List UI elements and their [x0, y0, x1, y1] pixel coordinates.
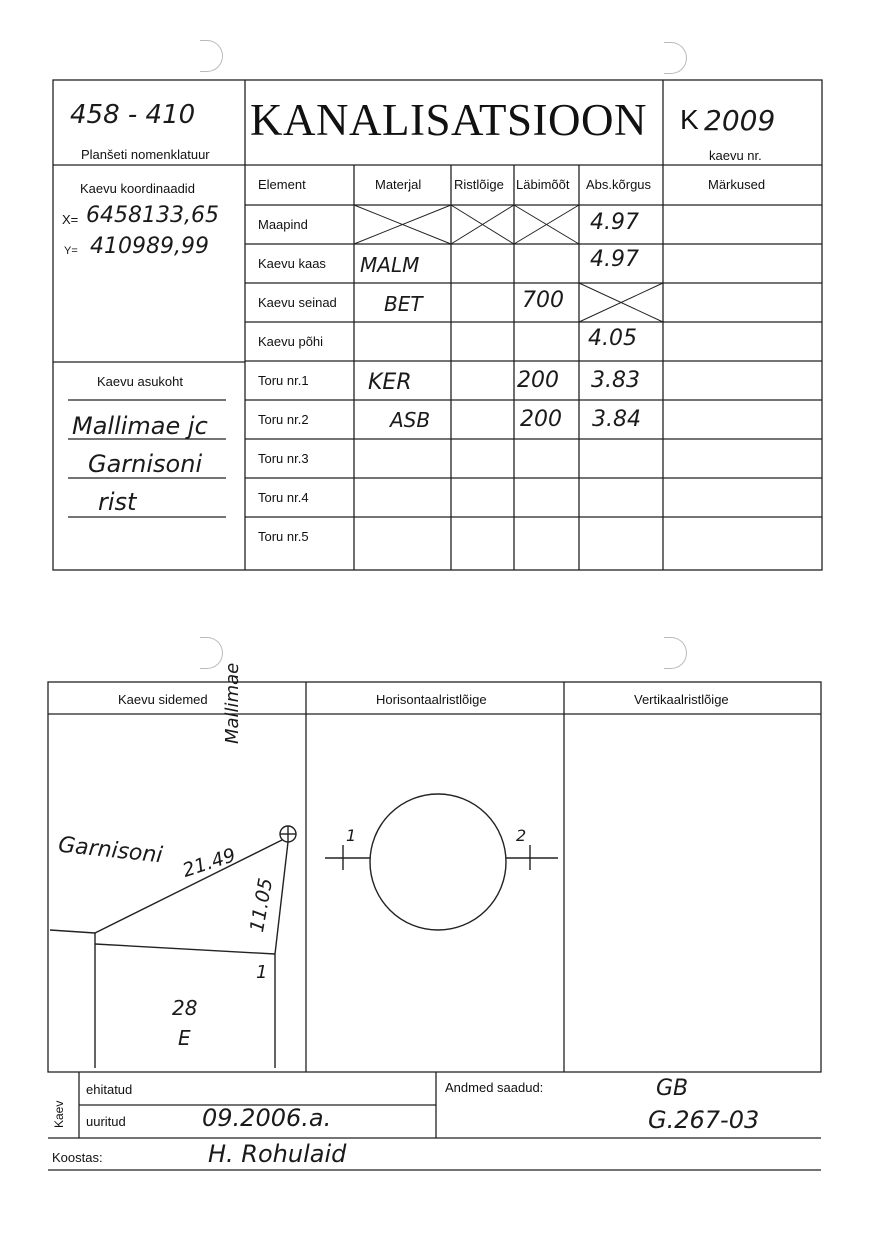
nomenclature-value: 458 - 410 [70, 100, 196, 130]
surveyed-label: uuritud [86, 1114, 126, 1129]
coordinates-label: Kaevu koordinaadid [80, 181, 195, 196]
horizontal-section-drawing [325, 794, 558, 930]
material-value: ASB [390, 408, 431, 432]
house-letter: E [178, 1026, 191, 1050]
row-label: Toru nr.2 [258, 412, 309, 427]
abs-height-value: 4.97 [590, 210, 639, 235]
row-label: Kaevu seinad [258, 295, 337, 310]
y-prefix: Y= [64, 245, 78, 257]
site-sketch [50, 826, 296, 1068]
material-value: KER [368, 370, 412, 395]
row-label: Toru nr.5 [258, 529, 309, 544]
distance-diagonal: 21.49 [179, 844, 239, 882]
well-side-label: Kaev [52, 1100, 66, 1128]
col-header-abs-height: Abs.kõrgus [586, 177, 652, 192]
author-label: Koostas: [52, 1150, 103, 1165]
location-line-3: rist [98, 488, 137, 516]
abs-height-value: 3.84 [592, 407, 641, 432]
built-label: ehitatud [86, 1082, 133, 1097]
location-label: Kaevu asukoht [97, 374, 184, 389]
material-value: BET [384, 292, 423, 316]
surveyed-date: 09.2006.a. [202, 1104, 332, 1132]
x-coordinate: 6458133,65 [86, 203, 219, 228]
data-source-value-2: G.267-03 [648, 1106, 760, 1134]
well-prefix: K [680, 104, 699, 135]
sketch-header-horizontal: Horisontaalristlõige [376, 692, 487, 707]
pipe-label-left: 1 [346, 826, 357, 845]
diameter-value: 200 [517, 368, 559, 393]
row-label: Toru nr.4 [258, 490, 309, 505]
row-label: Toru nr.3 [258, 451, 309, 466]
location-line-2: Garnisoni [88, 450, 203, 478]
abs-height-value: 3.83 [591, 368, 640, 393]
row-label: Kaevu põhi [258, 334, 324, 349]
street-label-top: Mallimae [222, 662, 243, 744]
well-number: 2009 [704, 104, 776, 137]
col-header-notes: Märkused [708, 177, 766, 192]
col-header-element: Element [258, 177, 306, 192]
data-source-label: Andmed saadud: [445, 1080, 544, 1095]
col-header-cross-section: Ristlõige [454, 177, 504, 192]
row-label: Kaevu kaas [258, 256, 326, 271]
row-label: Toru nr.1 [258, 373, 309, 388]
nomenclature-label: Planšeti nomenklatuur [81, 147, 210, 162]
well-number-label: kaevu nr. [709, 148, 762, 163]
material-value: MALM [360, 253, 420, 277]
form-title: KANALISATSIOON [250, 95, 647, 145]
diameter-value: 700 [522, 288, 564, 313]
house-number: 28 [172, 996, 198, 1020]
data-source-value-1: GB [656, 1076, 689, 1101]
pipe-mark: 1 [256, 962, 268, 983]
row-label: Maapind [258, 217, 308, 232]
street-label-left: Garnisoni [56, 832, 164, 869]
author-signature: H. Rohulaid [208, 1140, 347, 1168]
col-header-diameter: Läbimõõt [516, 177, 570, 192]
abs-height-value: 4.05 [588, 326, 637, 351]
sketch-header-vertical: Vertikaalristlõige [634, 692, 729, 707]
location-line-1: Mallimae jc [72, 412, 208, 440]
col-header-material: Materjal [375, 177, 422, 192]
sketch-header-links: Kaevu sidemed [118, 692, 208, 707]
pipe-label-right: 2 [516, 826, 527, 845]
abs-height-value: 4.97 [590, 247, 639, 272]
distance-vertical: 11.05 [246, 876, 278, 934]
y-coordinate: 410989,99 [90, 234, 209, 259]
diameter-value: 200 [520, 407, 562, 432]
x-prefix: X= [62, 212, 79, 227]
